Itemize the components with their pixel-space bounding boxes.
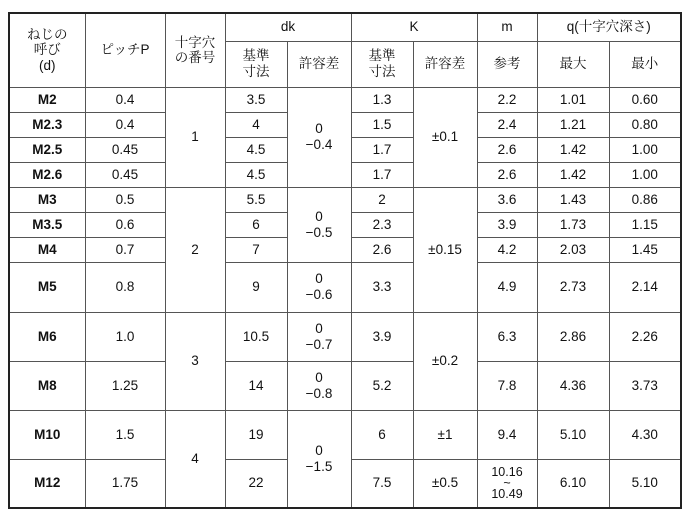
qmax-cell: 1.42: [537, 162, 609, 187]
qmax-cell: 1.73: [537, 212, 609, 237]
m-cell: 3.6: [477, 187, 537, 212]
k-tolerance-cell: ±0.5: [413, 459, 477, 508]
size-cell: M3: [9, 187, 85, 212]
pitch-cell: 0.4: [85, 112, 165, 137]
pitch-cell: 0.8: [85, 262, 165, 312]
dk-tolerance-cell: 0 −0.4: [287, 87, 351, 187]
qmin-cell: 1.15: [609, 212, 681, 237]
header-cross-number: 十字穴 の番号: [165, 13, 225, 87]
header-m: m: [477, 13, 537, 41]
k-tolerance-cell: ±0.15: [413, 187, 477, 312]
dk-cell: 22: [225, 459, 287, 508]
m-cell: 7.8: [477, 361, 537, 410]
k-cell: 2.6: [351, 237, 413, 262]
pitch-cell: 1.0: [85, 312, 165, 361]
dk-cell: 4: [225, 112, 287, 137]
qmax-cell: 1.43: [537, 187, 609, 212]
k-cell: 5.2: [351, 361, 413, 410]
dk-cell: 4.5: [225, 162, 287, 187]
qmax-cell: 1.42: [537, 137, 609, 162]
size-cell: M8: [9, 361, 85, 410]
size-cell: M6: [9, 312, 85, 361]
m-cell: 2.6: [477, 162, 537, 187]
qmin-cell: 0.60: [609, 87, 681, 112]
dk-cell: 19: [225, 410, 287, 459]
k-cell: 1.5: [351, 112, 413, 137]
size-cell: M4: [9, 237, 85, 262]
size-cell: M3.5: [9, 212, 85, 237]
pitch-cell: 0.45: [85, 162, 165, 187]
cross-number-cell: 1: [165, 87, 225, 187]
dk-cell: 7: [225, 237, 287, 262]
pitch-cell: 0.4: [85, 87, 165, 112]
header-pitch: ピッチP: [85, 13, 165, 87]
k-cell: 6: [351, 410, 413, 459]
m-cell: 2.2: [477, 87, 537, 112]
qmax-cell: 4.36: [537, 361, 609, 410]
qmin-cell: 2.26: [609, 312, 681, 361]
table-row: [9, 187, 681, 212]
qmin-cell: 0.86: [609, 187, 681, 212]
m-cell: 2.6: [477, 137, 537, 162]
pitch-cell: 1.75: [85, 459, 165, 508]
qmin-cell: 2.14: [609, 262, 681, 312]
pitch-cell: 0.7: [85, 237, 165, 262]
size-cell: M10: [9, 410, 85, 459]
table-row: [9, 361, 681, 410]
qmin-cell: 4.30: [609, 410, 681, 459]
k-cell: 3.3: [351, 262, 413, 312]
m-cell: 4.9: [477, 262, 537, 312]
qmax-cell: 5.10: [537, 410, 609, 459]
header-dk: dk: [225, 13, 351, 41]
m-cell: 2.4: [477, 112, 537, 137]
header-name: ねじの 呼び (d): [9, 13, 85, 87]
size-cell: M2.5: [9, 137, 85, 162]
pitch-cell: 1.25: [85, 361, 165, 410]
k-cell: 1.7: [351, 137, 413, 162]
qmax-cell: 1.01: [537, 87, 609, 112]
k-cell: 7.5: [351, 459, 413, 508]
cross-number-cell: 4: [165, 410, 225, 508]
dk-cell: 5.5: [225, 187, 287, 212]
pitch-cell: 1.5: [85, 410, 165, 459]
qmax-cell: 1.21: [537, 112, 609, 137]
qmax-cell: 6.10: [537, 459, 609, 508]
k-cell: 1.3: [351, 87, 413, 112]
m-cell: 4.2: [477, 237, 537, 262]
pitch-cell: 0.5: [85, 187, 165, 212]
size-cell: M5: [9, 262, 85, 312]
dk-tolerance-cell: 0 −0.8: [287, 361, 351, 410]
pitch-cell: 0.6: [85, 212, 165, 237]
dk-tolerance-cell: 0 −0.6: [287, 262, 351, 312]
pitch-cell: 0.45: [85, 137, 165, 162]
qmin-cell: 0.80: [609, 112, 681, 137]
size-cell: M2.3: [9, 112, 85, 137]
dk-cell: 6: [225, 212, 287, 237]
header-q-max: 最大: [537, 41, 609, 87]
size-cell: M2: [9, 87, 85, 112]
k-cell: 3.9: [351, 312, 413, 361]
table-row: [9, 312, 681, 361]
header-k-basic: 基準 寸法: [351, 41, 413, 87]
header-dk-basic: 基準 寸法: [225, 41, 287, 87]
header-m-reference: 参考: [477, 41, 537, 87]
m-cell: 3.9: [477, 212, 537, 237]
screw-dimension-table: [8, 12, 682, 509]
qmin-cell: 1.00: [609, 162, 681, 187]
header-dk-tolerance: 許容差: [287, 41, 351, 87]
qmin-cell: 5.10: [609, 459, 681, 508]
table-row: [9, 87, 681, 112]
dk-tolerance-cell: 0 −0.7: [287, 312, 351, 361]
header-q: q(十字穴深さ): [537, 13, 681, 41]
dk-cell: 9: [225, 262, 287, 312]
header-k: K: [351, 13, 477, 41]
size-cell: M2.6: [9, 162, 85, 187]
header-k-tolerance: 許容差: [413, 41, 477, 87]
k-tolerance-cell: ±0.1: [413, 87, 477, 187]
dk-cell: 10.5: [225, 312, 287, 361]
m-cell: 6.3: [477, 312, 537, 361]
table-row: [9, 410, 681, 459]
qmin-cell: 1.45: [609, 237, 681, 262]
qmin-cell: 3.73: [609, 361, 681, 410]
table-row: [9, 262, 681, 312]
qmin-cell: 1.00: [609, 137, 681, 162]
k-cell: 2.3: [351, 212, 413, 237]
qmax-cell: 2.73: [537, 262, 609, 312]
dk-cell: 4.5: [225, 137, 287, 162]
m-cell: 10.16 ~ 10.49: [477, 459, 537, 508]
k-cell: 2: [351, 187, 413, 212]
qmax-cell: 2.86: [537, 312, 609, 361]
cross-number-cell: 2: [165, 187, 225, 312]
qmax-cell: 2.03: [537, 237, 609, 262]
k-tolerance-cell: ±0.2: [413, 312, 477, 410]
dk-tolerance-cell: 0 −0.5: [287, 187, 351, 262]
header-q-min: 最小: [609, 41, 681, 87]
dk-cell: 3.5: [225, 87, 287, 112]
size-cell: M12: [9, 459, 85, 508]
dk-tolerance-cell: 0 −1.5: [287, 410, 351, 508]
k-cell: 1.7: [351, 162, 413, 187]
k-tolerance-cell: ±1: [413, 410, 477, 459]
dk-cell: 14: [225, 361, 287, 410]
m-cell: 9.4: [477, 410, 537, 459]
cross-number-cell: 3: [165, 312, 225, 410]
